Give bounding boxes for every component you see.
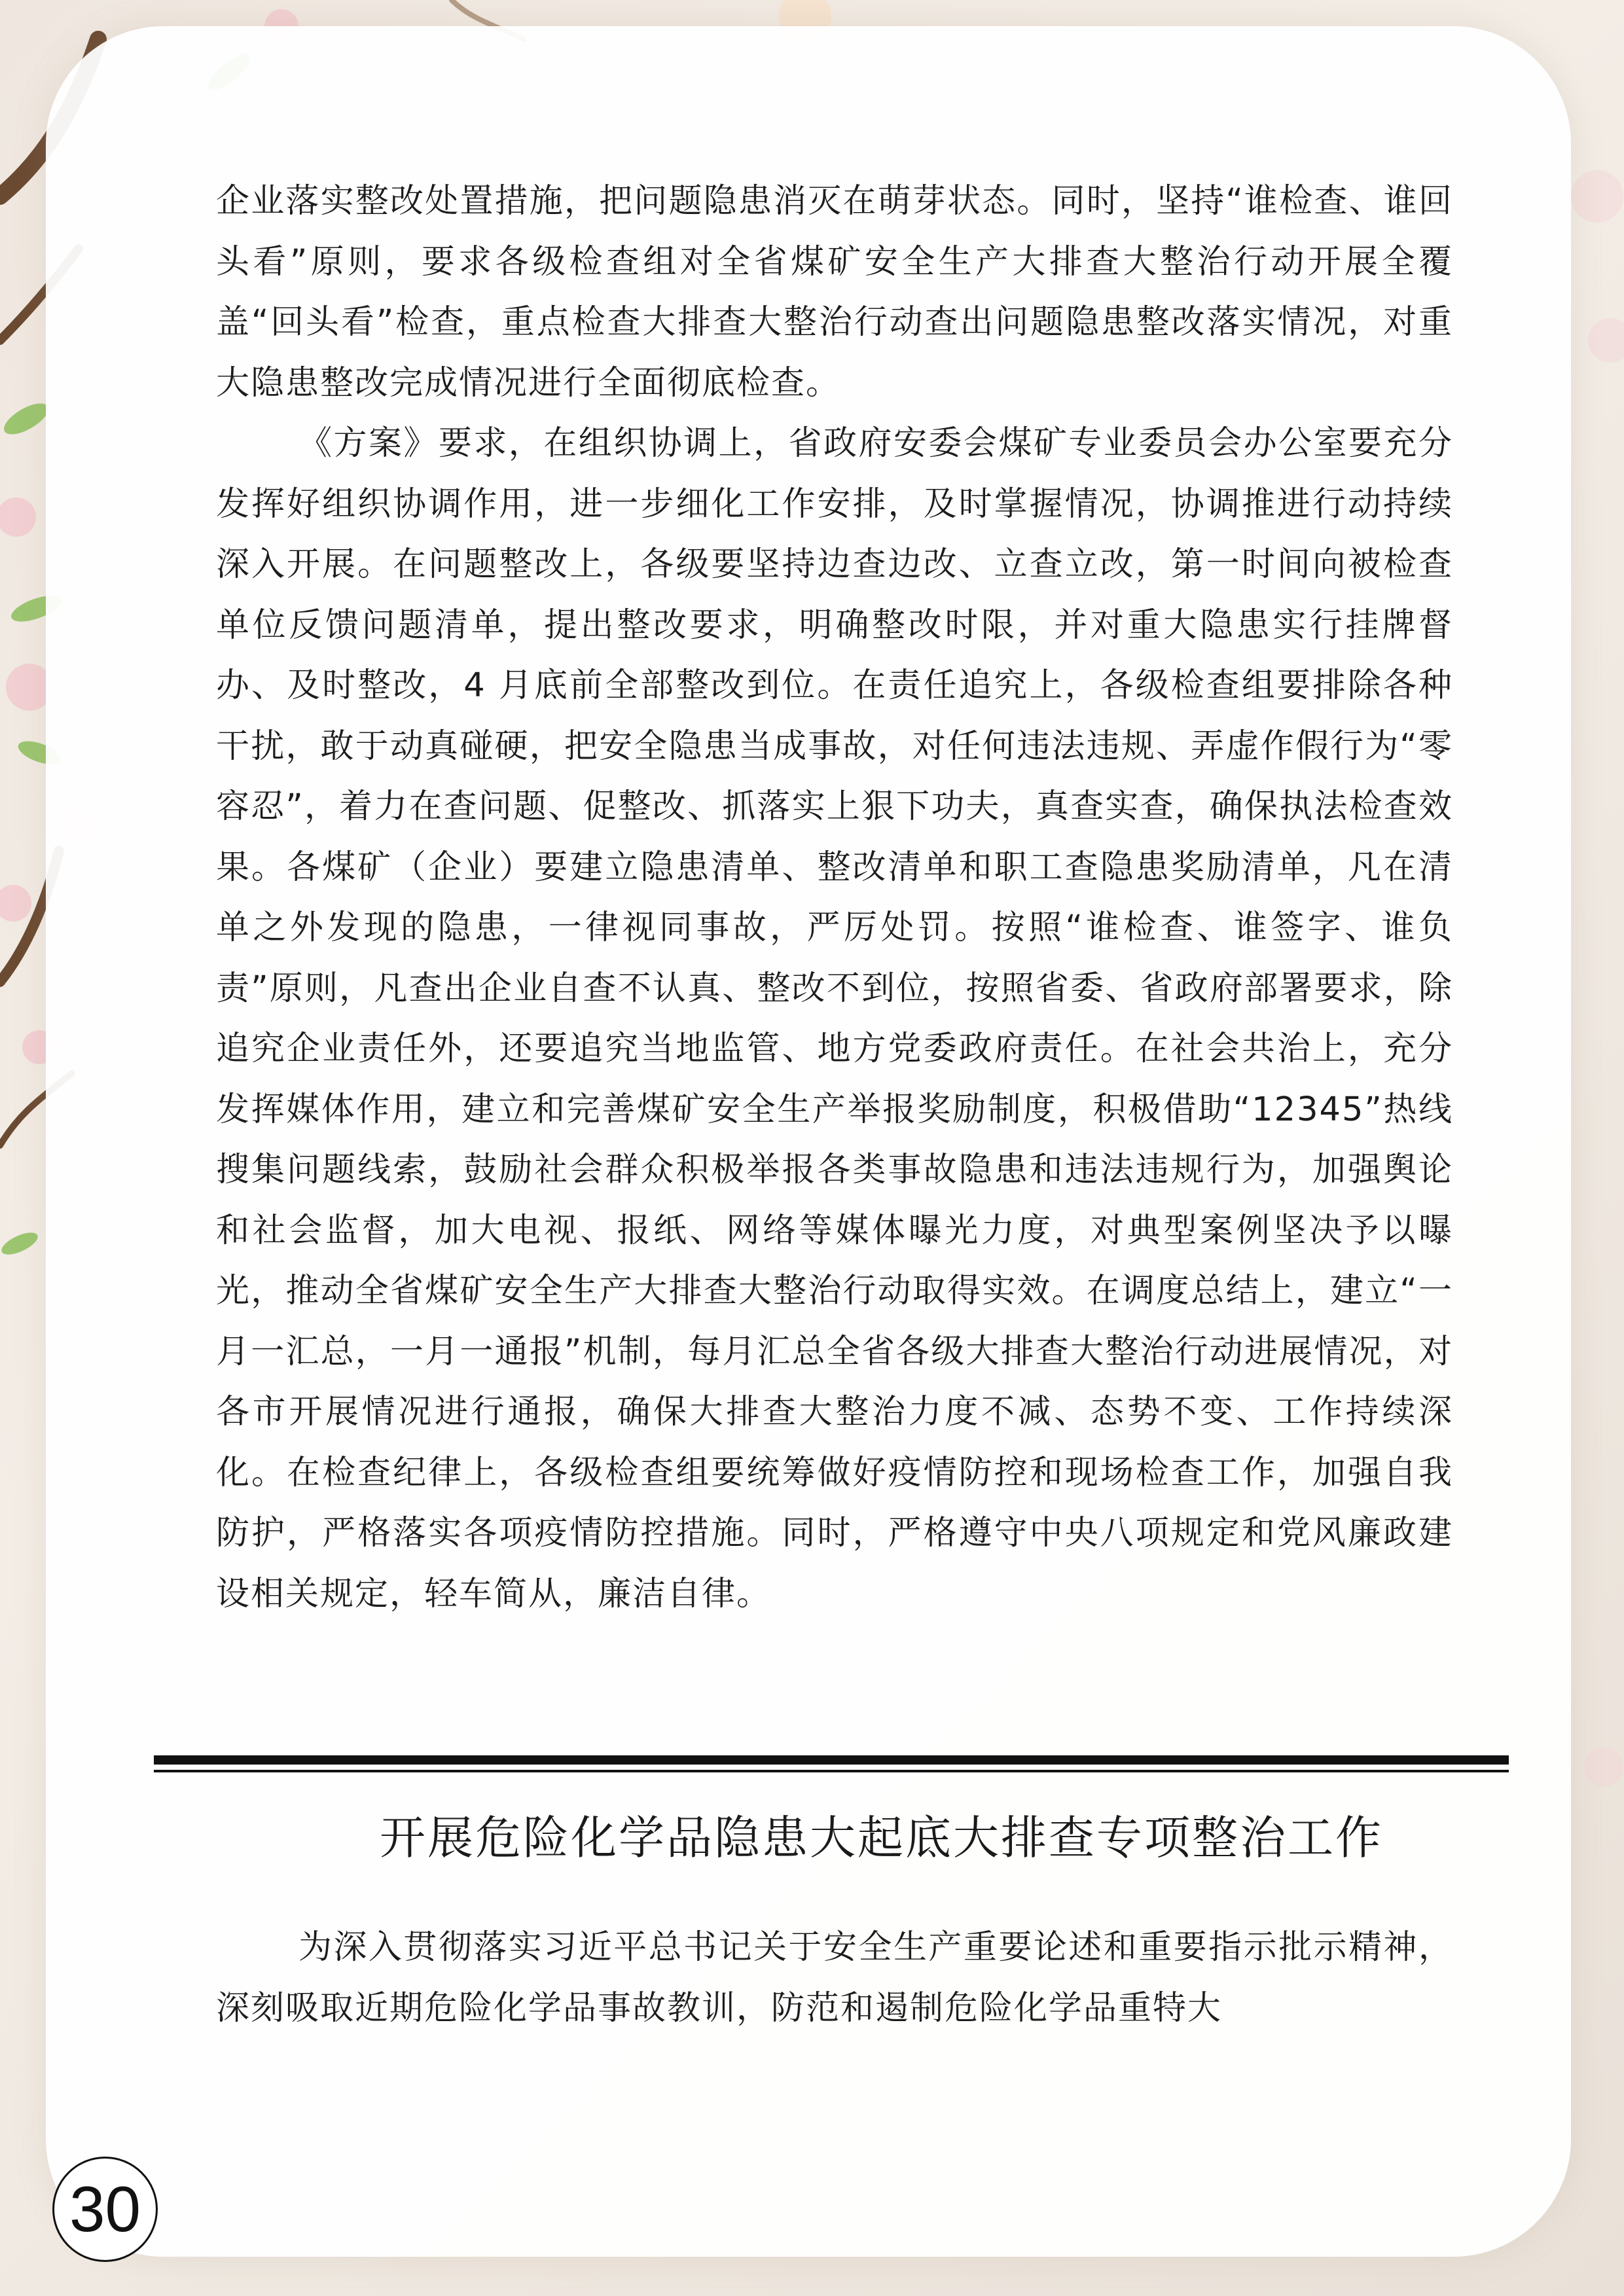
paragraph-requirements: 《方案》要求，在组织协调上，省政府安委会煤矿专业委员会办公室要充分发挥好组织协调作用，进一步细化工作安排，及时掌握情况，协调推进行动持续深入开展。在问题整改上，各级要坚持边查边改、立查立改，第一时间向被检查单位反馈问题清单，提出整改要求，明确整改时限，并对重大隐患实行挂牌督办、及时整改，4 月底前全部整改到位。在责任追究上，各级检查组要排除各种干扰，敢于动真碰硬，把安全隐患当成事故，对任何违法违规、弄虚作假行为“零容忍”，着力在查问题、促整改、抓落实上狠下功夫，真查实查，确保执法检查效果。各煤矿（企业）要建立隐患清单、整改清单和职工查隐患奖励清单，凡在清单之外发现的隐患，一律视同事故，严厉处罚。按照“谁检查、谁签字、谁负责”原则，凡查出企业自查不认真、整改不到位，按照省委、省政府部署要求，除追究企业责任外，还要追究当地监管、地方党委政府责任。在社会共治上，充分发挥媒体作用，建立和完善煤矿安全生产举报奖励制度，积极借助“12345”热线搜集问题线索，鼓励社会群众积极举报各类事故隐患和违法违规行为，加强舆论和社会监督，加大电视、报纸、网络等媒体曝光力度，对典型案例坚决予以曝光，推动全省煤矿安全生产大排查大整治行动取得实效。在调度总结上，建立“一月一汇总，一月一通报”机制，每月汇总全省各级大排查大整治行动进展情况，对各市开展情况进行通报，确保大排查大整治力度不减、态势不变、工作持续深化。在检查纪律上，各级检查组要统筹做好疫情防控和现场检查工作，加强自我防护，严格落实各项疫情防控措施。同时，严格遵守中央八项规定和党风廉政建设相关规定，轻车简从，廉洁自律。 [216,424,1453,1613]
divider-thin-line [154,1770,1509,1772]
paragraph-continuation: 企业落实整改处置措施，把问题隐患消灭在萌芽状态。同时，坚持“谁检查、谁回头看”原则，要求各级检查组对全省煤矿安全生产大排查大整治行动开展全覆盖“回头看”检查，重点检查大排查大整治行动查出问题隐患整改落实情况，对重大隐患整改完成情况进行全面彻底检查。 [216,182,1453,403]
section-body [216,1918,1453,2039]
divider-thick-line [154,1755,1509,1765]
article-body [216,171,1453,1624]
blossom-right-icon [1571,170,1624,1787]
section-divider [154,1755,1509,1772]
paragraph-section-intro: 为深入贯彻落实习近平总书记关于安全生产重要论述和重要指示批示精神，深刻吸取近期危险化学品事故教训，防范和遏制危险化学品重特大 [216,1928,1453,2028]
section-title: 开展危险化学品隐患大起底大排查专项整治工作 [380,1811,1383,1865]
page-number: 30 [52,2157,158,2262]
